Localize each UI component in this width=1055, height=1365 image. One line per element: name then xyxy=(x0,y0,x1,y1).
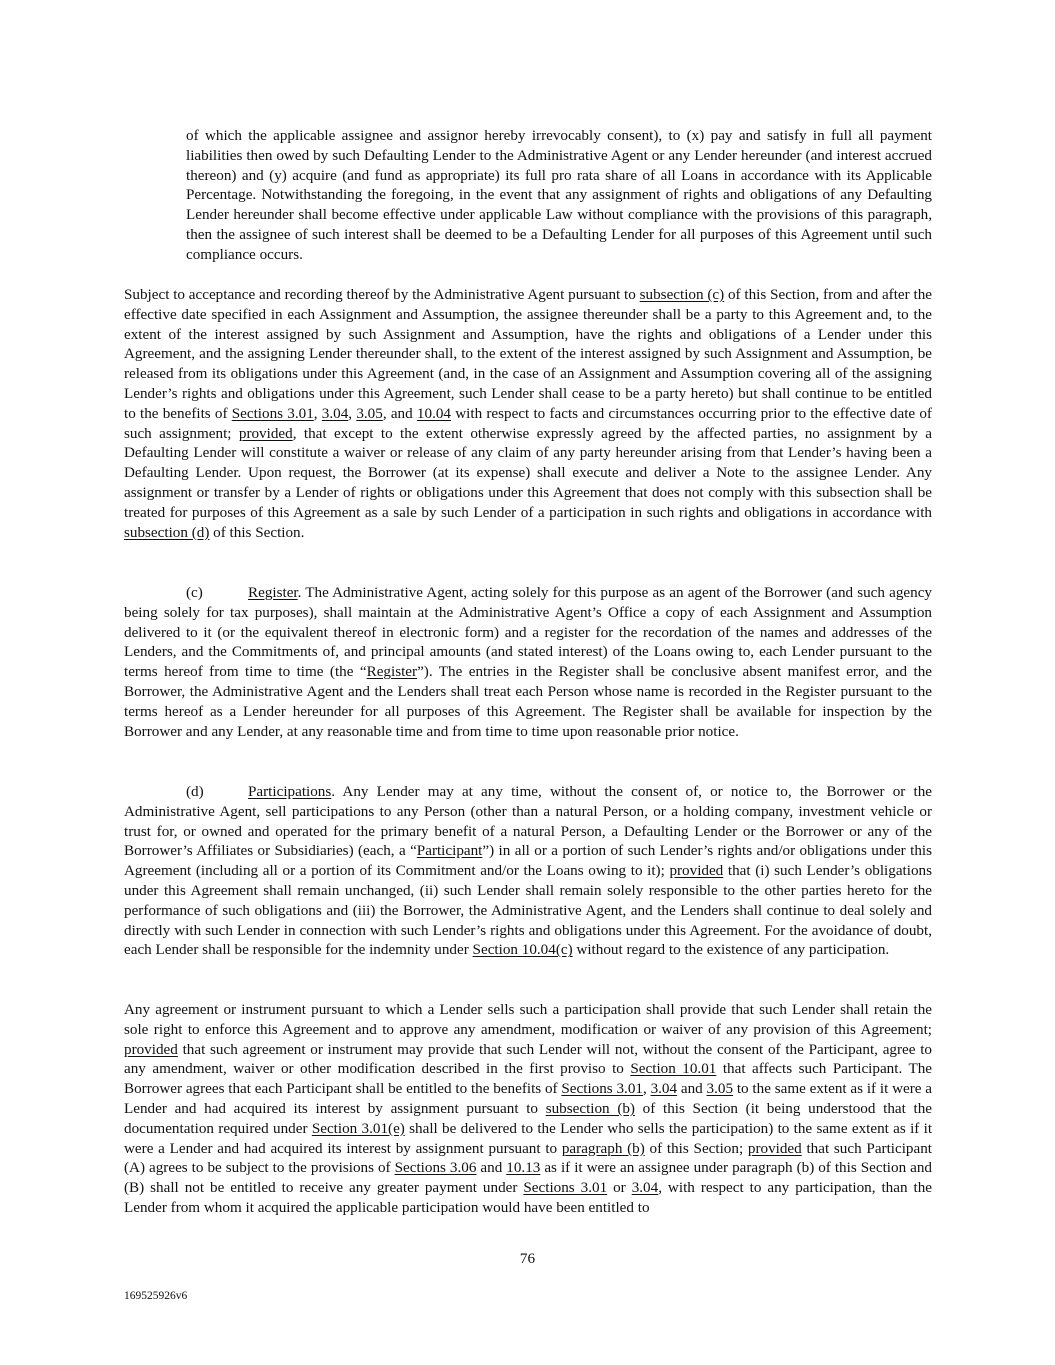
proviso-term: provided xyxy=(669,862,724,880)
section-marker: (d) xyxy=(186,783,204,800)
text-run: of this Section; xyxy=(644,1139,748,1157)
text-run: or xyxy=(607,1179,632,1197)
cross-reference: Sections 3.01 xyxy=(561,1080,643,1098)
text-run: Subject to acceptance and recording thereof by the Administrative Agent pursuant to xyxy=(124,286,640,303)
text-run: , with respect to any participation, than the Lender from whom it acquired the applicable participation would have been entitled to xyxy=(124,1179,932,1216)
text-run: . The Administrative Agent, acting solely for this purpose as an agent of the Borrower (and such agency being solely for tax purposes), shall maintain at the Administrative Agent’s Office a copy of each Assignment and Assumption delivered to it (or the equivalent thereof in electronic form) and a register for the recordation of the names and addresses of the Lenders, and the Commitments of, and principal amounts (and stated interest) of the Loans owing to, each Lender pursuant to the terms hereof from time to time (the “ xyxy=(124,584,932,681)
cross-reference: Sections 3.06 xyxy=(394,1159,477,1177)
text-run: with respect to facts and circumstances occurring prior to the effective date of such assignment; xyxy=(124,404,932,442)
cross-reference: 3.04 xyxy=(631,1179,659,1197)
text-run: , xyxy=(642,1080,651,1098)
text-run: that affects such Participant. The Borrower agrees that each Participant shall be entitled to the benefits of xyxy=(124,1060,932,1098)
text-run: and xyxy=(677,1080,707,1098)
text-run: that such agreement or instrument may provide that such Lender will not, without the consent of the Participant, agree to any amendment, waiver or other modification described in the first proviso to xyxy=(124,1040,932,1078)
text-run: ”) in all or a portion of such Lender’s rights and/or obligations under this Agreement (including all or a portion of its Commitment and/or the Loans owing to it); xyxy=(124,842,932,880)
defined-term: Register xyxy=(366,663,418,681)
cross-reference: Section 3.01(e) xyxy=(311,1119,405,1137)
text-run: . Any Lender may at any time, without the consent of, or notice to, the Borrower or the Administrative Agent, sell participations to any Person (other than a natural Person, or a holding company, investment vehicle or trust for, or owned and operated for the primary benefit of a natural Person, a Defaulting Lender or the Borrower or any of the Borrower’s Affiliates or Subsidiaries) (each, a “ xyxy=(124,783,932,860)
text-run: Any agreement or instrument pursuant to which a Lender sells such a participation shall provide that such Lender shall retain the sole right to enforce this Agreement and to approve any amendment, modification or waiver of any provision of this Agreement; xyxy=(124,1001,932,1038)
cross-reference: 3.04 xyxy=(321,404,349,422)
cross-reference: 3.05 xyxy=(706,1080,734,1098)
cross-reference: 10.13 xyxy=(506,1159,541,1177)
section-heading: Participations xyxy=(248,783,332,800)
proviso-term: provided xyxy=(124,1040,178,1058)
text-run: shall be delivered to the Lender who sells the participation) to the same extent as if it were a Lender and had acquired its interest by assignment pursuant to xyxy=(124,1119,933,1157)
participation-agreement-paragraph xyxy=(124,1000,932,1218)
cross-reference: subsection (c) xyxy=(639,286,725,303)
cross-reference: Section 10.04(c) xyxy=(472,941,573,959)
cross-reference: Section 10.01 xyxy=(630,1060,717,1078)
text-run: , and xyxy=(382,404,417,422)
cross-reference: 3.05 xyxy=(356,404,383,422)
text-run: and xyxy=(476,1159,507,1177)
text-run: of this Section (it being understood that the documentation required under xyxy=(124,1099,933,1137)
defined-term: Participant xyxy=(416,842,483,860)
text-run: to the same extent as if it were a Lender and had acquired its interest by assignment pursuant to xyxy=(124,1080,933,1117)
text-run: of this Section, from and after the effective date specified in each Assignment and Assumption, the assignee thereunder shall be a party to this Agreement and, to the extent of the interest assigned by such Assignment and Assumption, have the rights and obligations of a Lender under this Agreement, and the assigning Lender thereunder shall, to the extent of the interest assigned by such Assignment and Assumption, be released from its obligations under this Agreement (and, in the case of an Assignment and Assumption covering all of the assigning Lender’s rights and obligations under this Agreement, such Lender shall cease to be a party hereto) but shall continue to be entitled to the benefits of xyxy=(124,286,932,422)
text-run: , that except to the extent otherwise expressly agreed by the affected parties, no assignment by a Defaulting Lender will constitute a waiver or release of any claim of any party hereunder arising from that Lender’s having been a Defaulting Lender. Upon request, the Borrower (at its expense) shall execute and deliver a Note to the assignee Lender. Any assignment or transfer by a Lender of rights or obligations under this Agreement that does not comply with this subsection shall be treated for purposes of this Agreement as a sale by such Lender of a participation in such rights and obligations in accordance with xyxy=(124,424,933,521)
proviso-term: provided xyxy=(238,424,293,442)
section-heading: Register xyxy=(248,584,298,601)
cross-reference: Sections 3.01 xyxy=(231,404,314,422)
text-run: that (i) such Lender’s obligations under this Agreement shall remain unchanged, (ii) such Lender shall remain solely responsible to the other parties hereto for the performance of such obligations and (iii) the Borrower, the Administrative Agent, and the Lenders shall continue to deal solely and directly with such Lender in connection with such Lender’s rights and obligations under this Agreement. For the avoidance of doubt, each Lender shall be responsible for the indemnity under xyxy=(124,862,932,959)
cross-reference: 3.04 xyxy=(650,1080,678,1098)
assignment-effect-paragraph xyxy=(124,285,932,542)
proviso-term: provided xyxy=(747,1139,802,1157)
continued-paragraph: of which the applicable assignee and assignor hereby irrevocably consent), to (x) pay and satisfy in full all payment liabilities then owed by such Defaulting Lender to the Administrative Agent or any Lender hereunder (and interest accrued thereon) and (y) acquire (and fund as appropriate) its full pro rata share of all Loans in accordance with its Applicable Percentage. Notwithstanding the foregoing, in the event that any assignment of rights and obligations of any Defaulting Lender hereunder shall become effective under applicable Law without compliance with the provisions of this paragraph, then the assignee of such interest shall be deemed to be a Defaulting Lender for all purposes of this Agreement until such compliance occurs. xyxy=(186,127,932,263)
cross-reference: paragraph (b) xyxy=(561,1139,645,1157)
register-paragraph xyxy=(124,583,932,741)
text-run: of this Section. xyxy=(209,523,305,541)
cross-reference: Sections 3.01 xyxy=(523,1179,608,1197)
section-marker: (c) xyxy=(186,584,203,601)
text-run: , xyxy=(348,404,357,422)
text-run: ”). The entries in the Register shall be conclusive absent manifest error, and the Borrower, the Administrative Agent and the Lenders shall treat each Person whose name is recorded in the Register pursuant to the terms hereof as a Lender hereunder for all purposes of this Agreement. The Register shall be available for inspection by the Borrower and any Lender, at any reasonable time and from time to time upon reasonable prior notice. xyxy=(124,663,932,740)
page-number: 76 xyxy=(519,1250,536,1267)
cross-reference: 10.04 xyxy=(416,404,451,422)
text-run: without regard to the existence of any participation. xyxy=(572,941,890,959)
text-run: that such Participant (A) agrees to be subject to the provisions of xyxy=(124,1139,933,1177)
cross-reference: subsection (d) xyxy=(124,523,210,541)
text-run: as if it were an assignee under paragraph (b) of this Section and (B) shall not be entitled to receive any greater payment under xyxy=(124,1159,932,1197)
cross-reference: subsection (b) xyxy=(545,1099,635,1117)
document-id: 169525926v6 xyxy=(124,1290,188,1302)
text-run: , xyxy=(313,404,322,422)
participations-paragraph xyxy=(124,782,932,960)
